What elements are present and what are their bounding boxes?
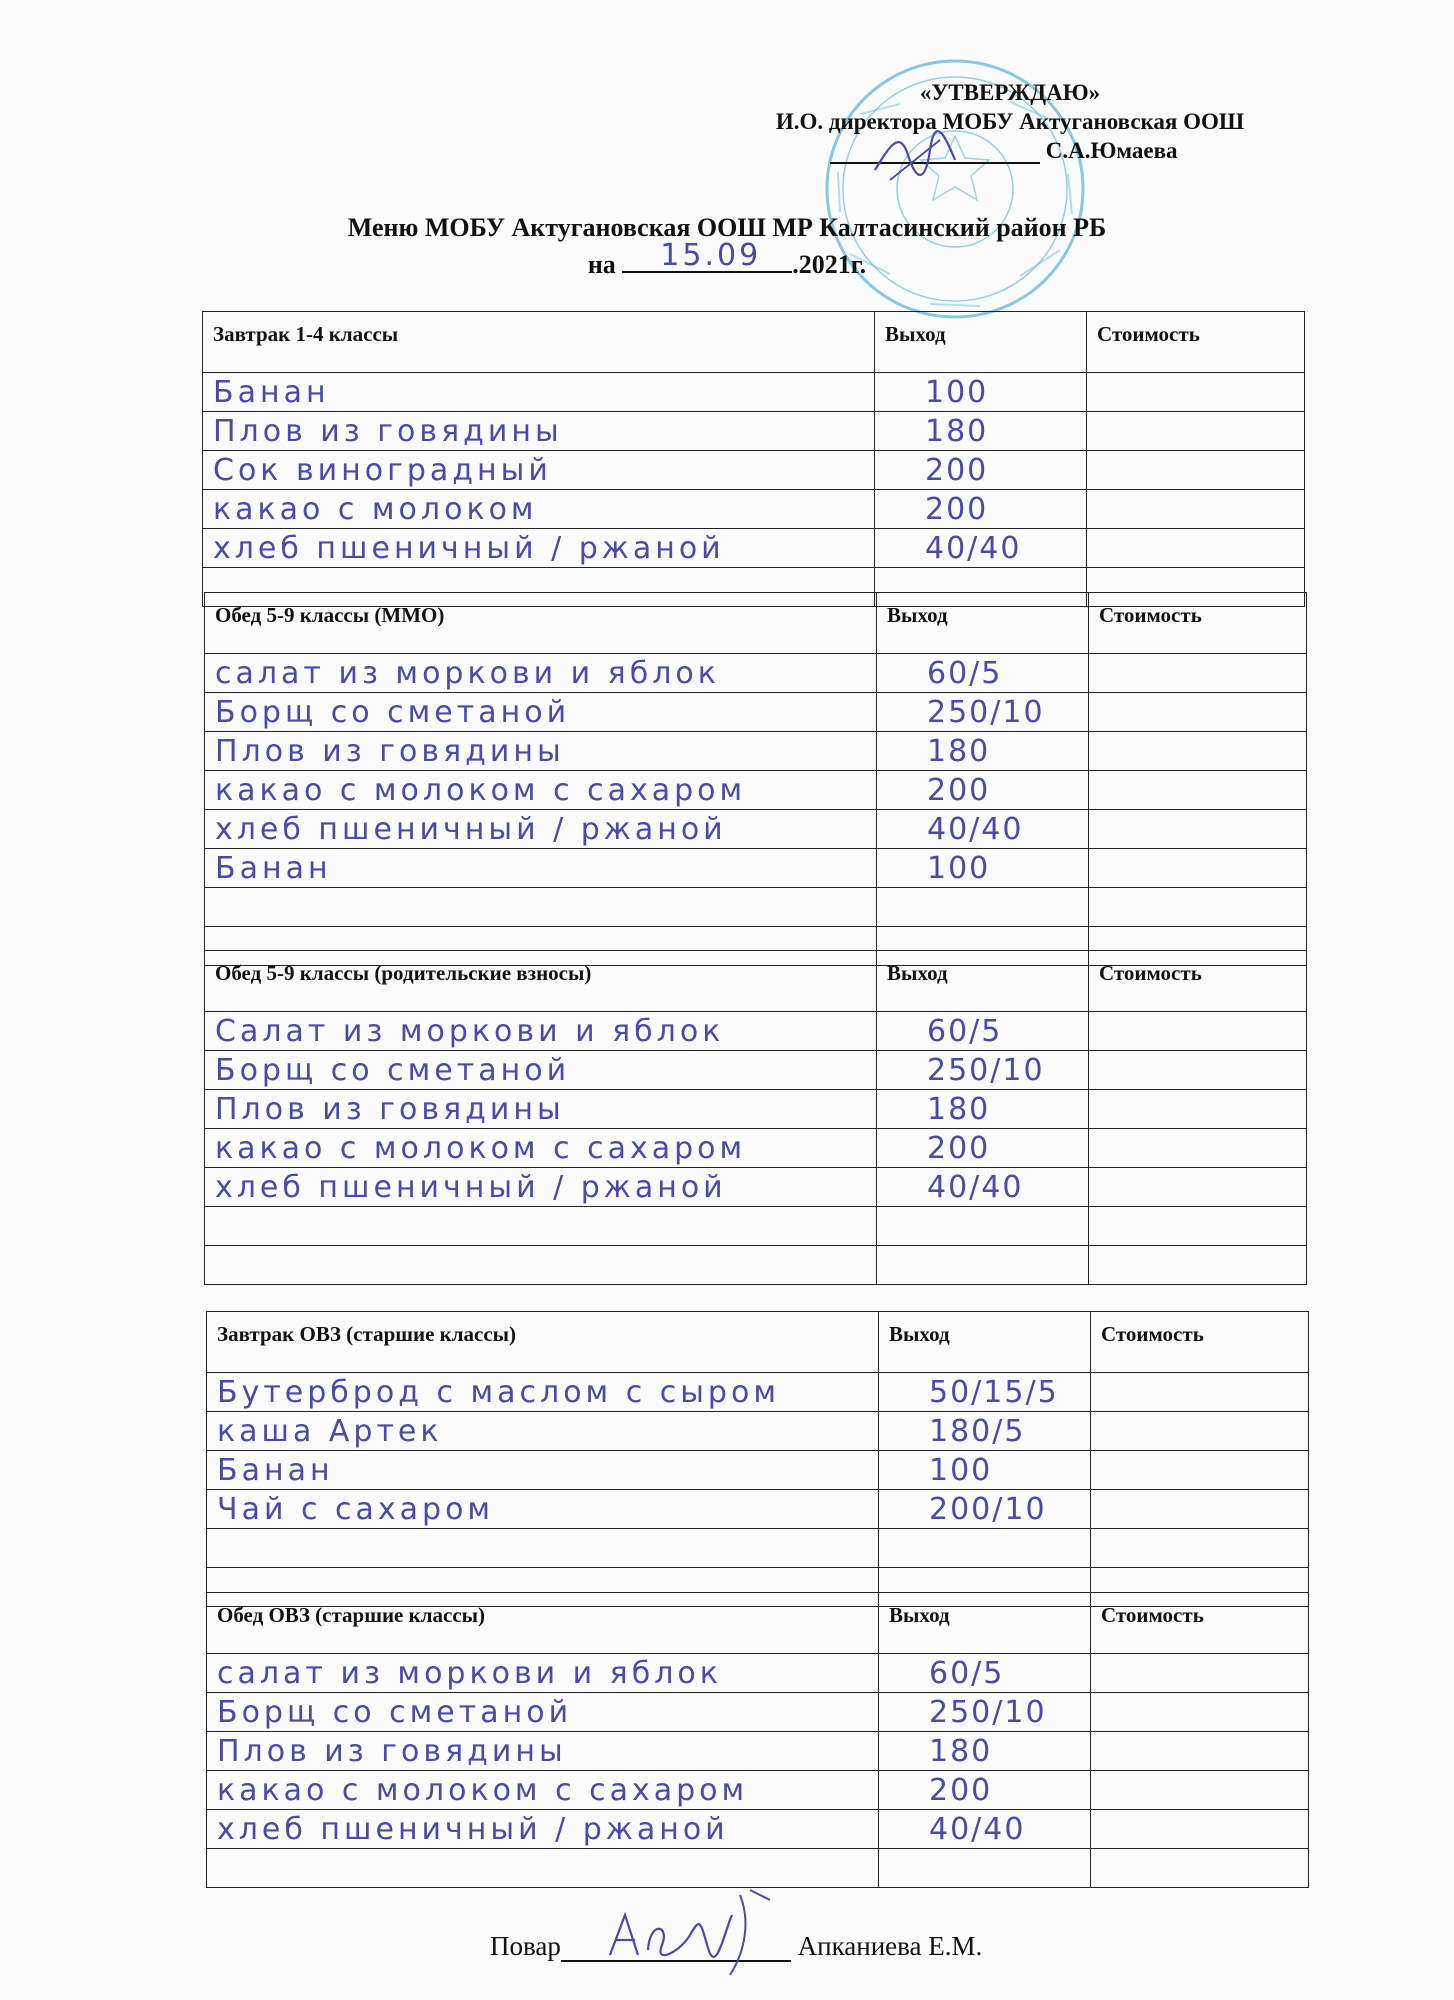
dish-output: 60/5	[877, 1012, 1089, 1051]
dish-output	[877, 1246, 1089, 1285]
table-row	[207, 1373, 1309, 1412]
table-row	[205, 888, 1307, 927]
table-row	[203, 451, 1305, 490]
title-suffix: .2021г.	[792, 250, 867, 279]
dish-output	[879, 1849, 1091, 1888]
table-row	[205, 1051, 1307, 1090]
approval-block	[690, 78, 1330, 136]
table-header	[205, 951, 1307, 1012]
dish-output: 40/40	[875, 529, 1087, 568]
dish-output: 200	[875, 490, 1087, 529]
dish-cost	[1091, 1529, 1309, 1568]
dish-output: 200	[877, 771, 1089, 810]
dish-cost	[1089, 810, 1307, 849]
dish-cost	[1091, 1412, 1309, 1451]
table-row	[205, 1012, 1307, 1051]
table-row	[203, 412, 1305, 451]
menu-table-breakfast-ovz	[206, 1311, 1309, 1607]
dish-output: 50/15/5	[879, 1373, 1091, 1412]
dish-name: Плов из говядины	[203, 412, 875, 451]
dish-cost	[1089, 849, 1307, 888]
dish-name: Борщ со сметаной	[205, 693, 877, 732]
dish-cost	[1091, 1373, 1309, 1412]
dish-name: какао с молоком	[203, 490, 875, 529]
column-cost: Стоимость	[1087, 312, 1305, 373]
dish-cost	[1091, 1810, 1309, 1849]
dish-output: 180	[879, 1732, 1091, 1771]
table-row	[207, 1771, 1309, 1810]
table-row	[207, 1529, 1309, 1568]
date-blank	[622, 238, 792, 273]
dish-cost	[1091, 1490, 1309, 1529]
table-header	[207, 1593, 1309, 1654]
dish-output: 180	[877, 1090, 1089, 1129]
column-cost: Стоимость	[1091, 1312, 1309, 1373]
dish-output: 250/10	[877, 693, 1089, 732]
table-row	[207, 1693, 1309, 1732]
dish-name: Борщ со сметаной	[207, 1693, 879, 1732]
dish-output: 60/5	[877, 654, 1089, 693]
dish-cost	[1089, 888, 1307, 927]
table-row	[207, 1732, 1309, 1771]
table-row	[207, 1654, 1309, 1693]
dish-cost	[1089, 1051, 1307, 1090]
table-row	[205, 1090, 1307, 1129]
dish-output: 40/40	[877, 1168, 1089, 1207]
section-header: Обед 5-9 классы (ММО)	[205, 593, 877, 654]
column-cost: Стоимость	[1089, 593, 1307, 654]
menu-date: 15.09	[660, 238, 762, 273]
dish-name: хлеб пшеничный / ржаной	[205, 810, 877, 849]
column-cost: Стоимость	[1091, 1593, 1309, 1654]
dish-cost	[1089, 693, 1307, 732]
section-header: Обед 5-9 классы (родительские взносы)	[205, 951, 877, 1012]
table-row	[205, 1168, 1307, 1207]
table-row	[205, 1246, 1307, 1285]
dish-cost	[1091, 1451, 1309, 1490]
approval-heading: «УТВЕРЖДАЮ»	[919, 80, 1101, 105]
dish-output: 180/5	[879, 1412, 1091, 1451]
page-subtitle	[0, 238, 1454, 280]
dish-name: Борщ со сметаной	[205, 1051, 877, 1090]
dish-cost	[1087, 529, 1305, 568]
table-header	[203, 312, 1305, 373]
dish-output: 200	[875, 451, 1087, 490]
dish-cost	[1089, 654, 1307, 693]
table-row	[207, 1451, 1309, 1490]
dish-cost	[1089, 771, 1307, 810]
column-output: Выход	[877, 593, 1089, 654]
dish-output: 180	[875, 412, 1087, 451]
table-row	[205, 810, 1307, 849]
title-prefix: на	[587, 250, 616, 279]
dish-name: хлеб пшеничный / ржаной	[205, 1168, 877, 1207]
table-row	[205, 732, 1307, 771]
table-row	[205, 654, 1307, 693]
director-name: С.А.Юмаева	[1045, 138, 1178, 163]
dish-name: каша Артек	[207, 1412, 879, 1451]
section-header: Завтрак ОВЗ (старшие классы)	[207, 1312, 879, 1373]
dish-output: 100	[875, 373, 1087, 412]
dish-output: 200	[877, 1129, 1089, 1168]
dish-name: Банан	[207, 1451, 879, 1490]
table-row	[207, 1412, 1309, 1451]
column-output: Выход	[879, 1312, 1091, 1373]
dish-name: Банан	[205, 849, 877, 888]
dish-output	[877, 888, 1089, 927]
table-header	[205, 593, 1307, 654]
dish-name	[205, 1207, 877, 1246]
column-cost: Стоимость	[1089, 951, 1307, 1012]
dish-output	[877, 1207, 1089, 1246]
table-row	[205, 1207, 1307, 1246]
dish-name: салат из моркови и яблок	[205, 654, 877, 693]
dish-cost	[1087, 373, 1305, 412]
dish-name: Сок виноградный	[203, 451, 875, 490]
dish-cost	[1091, 1732, 1309, 1771]
table-row	[205, 849, 1307, 888]
dish-name: Чай с сахаром	[207, 1490, 879, 1529]
dish-name	[205, 1246, 877, 1285]
cook-label: Повар	[490, 1931, 561, 1961]
dish-cost	[1091, 1849, 1309, 1888]
dish-cost	[1089, 1012, 1307, 1051]
dish-name: какао с молоком с сахаром	[207, 1771, 879, 1810]
dish-cost	[1087, 490, 1305, 529]
dish-cost	[1091, 1693, 1309, 1732]
section-header: Завтрак 1-4 классы	[203, 312, 875, 373]
table-row	[203, 373, 1305, 412]
table-header	[207, 1312, 1309, 1373]
dish-cost	[1089, 1168, 1307, 1207]
cook-signature	[600, 1880, 790, 1980]
dish-name: Салат из моркови и яблок	[205, 1012, 877, 1051]
dish-name: Плов из говядины	[207, 1732, 879, 1771]
dish-output: 250/10	[877, 1051, 1089, 1090]
menu-table-lunch-5-9-mmo	[204, 592, 1307, 966]
dish-output: 200	[879, 1771, 1091, 1810]
cook-name: Апканиева Е.М.	[797, 1931, 983, 1961]
table-row	[207, 1490, 1309, 1529]
dish-name	[207, 1529, 879, 1568]
dish-name: Плов из говядины	[205, 1090, 877, 1129]
column-output: Выход	[879, 1593, 1091, 1654]
table-row	[203, 529, 1305, 568]
dish-cost	[1089, 1090, 1307, 1129]
dish-cost	[1087, 412, 1305, 451]
director-signature	[870, 125, 960, 195]
menu-table-lunch-5-9-parents	[204, 950, 1307, 1285]
table-row	[205, 1129, 1307, 1168]
dish-output: 40/40	[879, 1810, 1091, 1849]
dish-output	[879, 1529, 1091, 1568]
dish-output: 200/10	[879, 1490, 1091, 1529]
dish-cost	[1089, 732, 1307, 771]
table-row	[203, 490, 1305, 529]
menu-table-lunch-ovz	[206, 1592, 1309, 1888]
dish-output: 40/40	[877, 810, 1089, 849]
dish-cost	[1091, 1771, 1309, 1810]
dish-cost	[1089, 1246, 1307, 1285]
menu-table-breakfast-1-4	[202, 311, 1305, 607]
dish-output: 180	[877, 732, 1089, 771]
dish-name: Бутерброд с маслом с сыром	[207, 1373, 879, 1412]
table-row	[205, 771, 1307, 810]
section-header: Обед ОВЗ (старшие классы)	[207, 1593, 879, 1654]
column-output: Выход	[875, 312, 1087, 373]
dish-name: Плов из говядины	[205, 732, 877, 771]
page-title: Меню МОБУ Актугановская ООШ МР Калтасинский район РБ	[347, 213, 1107, 242]
dish-name: хлеб пшеничный / ржаной	[203, 529, 875, 568]
approval-position: И.О. директора МОБУ Актугановская ООШ	[775, 109, 1245, 134]
dish-output: 100	[877, 849, 1089, 888]
dish-name: Банан	[203, 373, 875, 412]
dish-output: 250/10	[879, 1693, 1091, 1732]
dish-cost	[1089, 1129, 1307, 1168]
dish-output: 60/5	[879, 1654, 1091, 1693]
dish-name	[205, 888, 877, 927]
dish-name: хлеб пшеничный / ржаной	[207, 1810, 879, 1849]
dish-name: салат из моркови и яблок	[207, 1654, 879, 1693]
dish-cost	[1089, 1207, 1307, 1246]
dish-cost	[1091, 1654, 1309, 1693]
dish-name: какао с молоком с сахаром	[205, 1129, 877, 1168]
dish-cost	[1087, 451, 1305, 490]
dish-name: какао с молоком с сахаром	[205, 771, 877, 810]
table-row	[207, 1810, 1309, 1849]
dish-output: 100	[879, 1451, 1091, 1490]
column-output: Выход	[877, 951, 1089, 1012]
table-row	[205, 693, 1307, 732]
